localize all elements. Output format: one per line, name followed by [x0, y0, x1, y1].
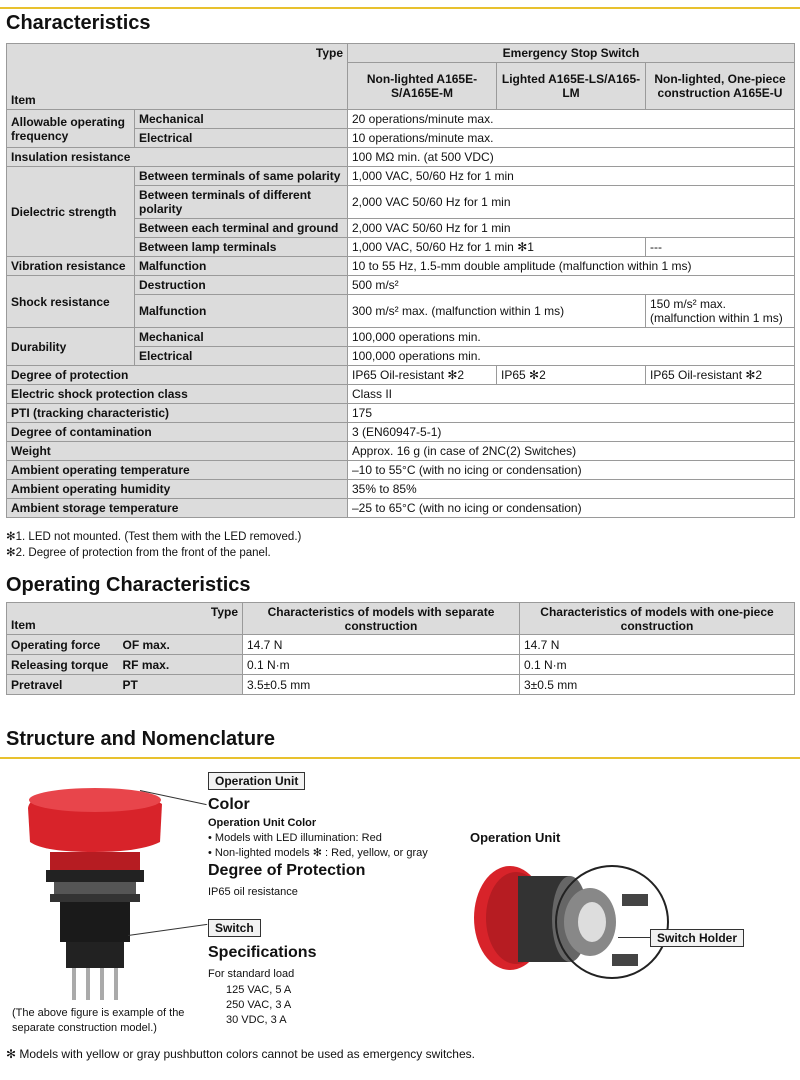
row-value: 10 to 55 Hz, 1.5-mm double amplitude (malfunction within 1 ms)	[348, 257, 795, 276]
op-value: 14.7 N	[520, 635, 795, 655]
row-sub: Between terminals of same polarity	[135, 167, 348, 186]
row-value: 35% to 85%	[348, 480, 795, 499]
op-value: 3.5±0.5 mm	[243, 675, 520, 695]
row-sub: Electrical	[135, 347, 348, 366]
row-sub: Between each terminal and ground	[135, 219, 348, 238]
spec-line-1: 125 VAC, 5 A	[226, 984, 292, 996]
row-item: PTI (tracking characteristic)	[7, 404, 348, 423]
protection-text: IP65 oil resistance	[208, 886, 298, 898]
footnote-1: ✻1. LED not mounted. (Test them with the LED removed.)	[6, 531, 302, 543]
row-item: Durability	[7, 328, 135, 366]
structure-title: Structure and Nomenclature	[6, 728, 275, 750]
footnote-2: ✻2. Degree of protection from the front of the panel.	[6, 547, 271, 559]
figure-caption: (The above figure is example of the separate construction model.)	[12, 1007, 185, 1034]
row-item: Degree of protection	[7, 366, 348, 385]
row-value: 150 m/s² max. (malfunction within 1 ms)	[646, 295, 795, 328]
row-value: 10 operations/minute max.	[348, 129, 795, 148]
spec-heading: Specifications	[208, 944, 317, 961]
row-sub: Mechanical	[135, 328, 348, 347]
operating-title: Operating Characteristics	[6, 574, 251, 596]
row-value: –10 to 55°C (with no icing or condensation)	[348, 461, 795, 480]
characteristics-table	[6, 43, 795, 518]
type-label: Type	[315, 46, 343, 60]
characteristics-title: Characteristics	[6, 12, 151, 34]
row-value: 3 (EN60947-5-1)	[348, 423, 795, 442]
op-col-header: Characteristics of models with one-piece construction	[520, 603, 795, 635]
row-sub: Destruction	[135, 276, 348, 295]
row-value: 175	[348, 404, 795, 423]
spec-line-0: For standard load	[208, 968, 295, 980]
row-item: Insulation resistance	[7, 148, 348, 167]
row-value: 100,000 operations min.	[348, 347, 795, 366]
row-item: Electric shock protection class	[7, 385, 348, 404]
switch-holder-leader	[618, 937, 650, 938]
color-footnote: ✻ Models with yellow or gray pushbutton colors cannot be used as emergency switches.	[6, 1047, 475, 1061]
row-item: Ambient operating humidity	[7, 480, 348, 499]
table-corner	[7, 44, 348, 110]
row-value: –25 to 65°C (with no icing or condensation)	[348, 499, 795, 518]
op-type-label: Type	[210, 605, 238, 619]
right-operation-unit-title: Operation Unit	[470, 830, 561, 845]
spec-line-2: 250 VAC, 3 A	[226, 999, 292, 1011]
row-value: IP65 ✻2	[497, 366, 646, 385]
spec-line-3: 30 VDC, 3 A	[226, 1014, 287, 1026]
op-code: OF max.	[119, 635, 243, 655]
op-value: 0.1 N·m	[243, 655, 520, 675]
row-item: Dielectric strength	[7, 167, 135, 257]
row-item: Degree of contamination	[7, 423, 348, 442]
op-item: Operating force	[7, 635, 119, 655]
switch-holder-label: Switch Holder	[650, 929, 744, 947]
group-header: Emergency Stop Switch	[348, 44, 795, 63]
row-value: 2,000 VAC 50/60 Hz for 1 min	[348, 186, 795, 219]
item-label: Item	[11, 93, 36, 107]
switch-illustration	[20, 780, 190, 1010]
row-value: 100 MΩ min. (at 500 VDC)	[348, 148, 795, 167]
switch-label: Switch	[208, 919, 261, 937]
row-sub: Malfunction	[135, 295, 348, 328]
operation-unit-label: Operation Unit	[208, 772, 305, 790]
op-unit-color-label: Operation Unit Color	[208, 817, 317, 829]
row-value: IP65 Oil-resistant ✻2	[348, 366, 497, 385]
protection-heading: Degree of Protection	[208, 862, 366, 879]
row-sub: Malfunction	[135, 257, 348, 276]
row-item: Allowable operating frequency	[7, 110, 135, 148]
color-line-2: • Non-lighted models ✻ : Red, yellow, or gray	[208, 847, 428, 859]
operation-unit-illustration	[462, 850, 722, 980]
row-item: Weight	[7, 442, 348, 461]
row-value: 1,000 VAC, 50/60 Hz for 1 min	[348, 167, 795, 186]
row-value: 20 operations/minute max.	[348, 110, 795, 129]
row-value: 500 m/s²	[348, 276, 795, 295]
row-value: 100,000 operations min.	[348, 328, 795, 347]
row-value: 300 m/s² max. (malfunction within 1 ms)	[348, 295, 646, 328]
op-item: Pretravel	[7, 675, 119, 695]
op-col-header: Characteristics of models with separate construction	[243, 603, 520, 635]
color-line-1: • Models with LED illumination: Red	[208, 832, 382, 844]
op-value: 14.7 N	[243, 635, 520, 655]
row-item: Ambient storage temperature	[7, 499, 348, 518]
op-value: 0.1 N·m	[520, 655, 795, 675]
row-value: Approx. 16 g (in case of 2NC(2) Switches)	[348, 442, 795, 461]
title-rule	[0, 7, 800, 9]
row-sub: Between lamp terminals	[135, 238, 348, 257]
op-item: Releasing torque	[7, 655, 119, 675]
op-value: 3±0.5 mm	[520, 675, 795, 695]
row-item: Ambient operating temperature	[7, 461, 348, 480]
row-value: 1,000 VAC, 50/60 Hz for 1 min ✻1	[348, 238, 646, 257]
row-value: IP65 Oil-resistant ✻2	[646, 366, 795, 385]
op-corner	[7, 603, 243, 635]
row-value: Class II	[348, 385, 795, 404]
color-heading: Color	[208, 796, 250, 813]
op-code: PT	[119, 675, 243, 695]
op-unit-color	[208, 816, 316, 831]
structure-rule	[0, 757, 800, 759]
col-header: Lighted A165E-LS/A165-LM	[497, 63, 646, 110]
operating-table	[6, 602, 795, 695]
row-sub: Between terminals of different polarity	[135, 186, 348, 219]
col-header: Non-lighted A165E-S/A165E-M	[348, 63, 497, 110]
row-item: Shock resistance	[7, 276, 135, 328]
row-sub: Mechanical	[135, 110, 348, 129]
op-code: RF max.	[119, 655, 243, 675]
row-value: 2,000 VAC 50/60 Hz for 1 min	[348, 219, 795, 238]
row-item: Vibration resistance	[7, 257, 135, 276]
col-header: Non-lighted, One-piece construction A165E-U	[646, 63, 795, 110]
row-sub: Electrical	[135, 129, 348, 148]
op-item-label: Item	[11, 618, 36, 632]
row-value: ---	[646, 238, 795, 257]
